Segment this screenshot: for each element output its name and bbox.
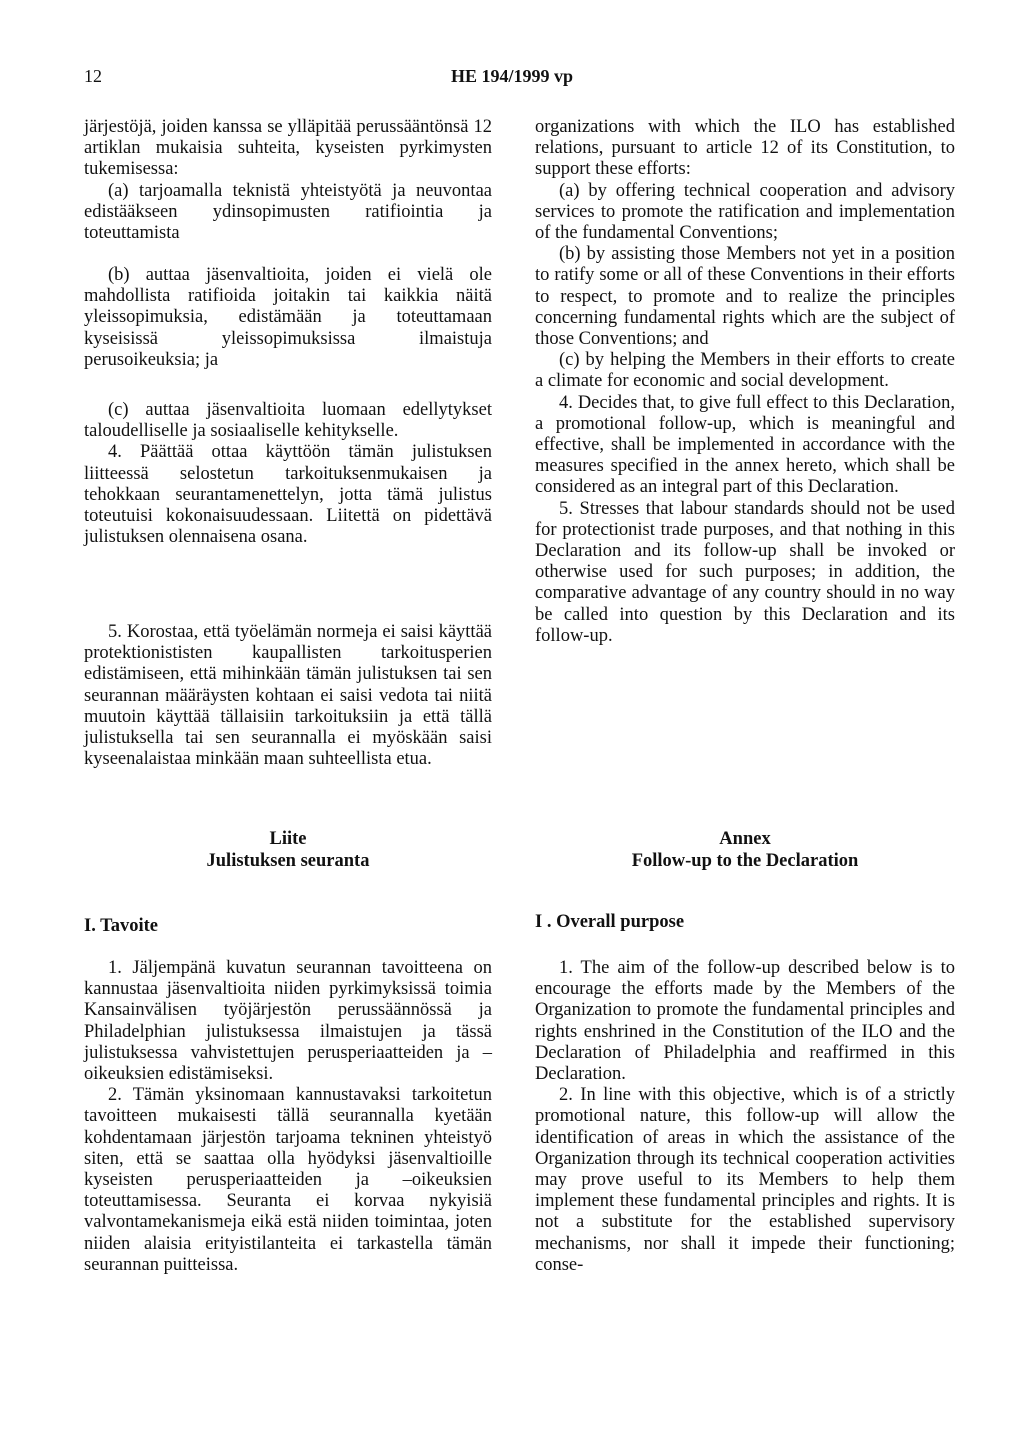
en-paragraph-8: 2. In line with this objective, which is of a strictly promotional nature, this follow-up will allow the identification of areas in which the assistance of the Organization through its technical cooperation activities may prove useful to its Members to help them implement these fundamental principles and rights. It is not a substitute for the established supervisory mechanisms, nor shall it impede their functioning; conse-: [535, 1085, 955, 1275]
fi-block-4: [84, 622, 492, 770]
en-block-2: [535, 958, 955, 1276]
fi-annex-title: Liite: [269, 829, 307, 849]
en-annex-subtitle: Follow-up to the Declaration: [631, 851, 859, 871]
en-paragraph-7: 1. The aim of the follow-up described below is to encourage the efforts made by the Members of the Organization to promote the fundamental principles and rights enshrined in the Constitution of the ILO and the Declaration of Philadelphia and reaffirmed in this Declaration.: [535, 958, 955, 1085]
fi-paragraph-1: järjestöjä, joiden kanssa se ylläpitää perussääntönsä 12 artiklan mukaisia suhteita, kyseisten pyrkimysten tukemisessa:: [84, 117, 492, 180]
en-paragraph-4: (c) by helping the Members in their efforts to create a climate for economic and social development.: [535, 350, 955, 392]
en-annex-title: Annex: [719, 829, 771, 849]
fi-block-1: [84, 117, 492, 244]
fi-block-3: [84, 400, 492, 548]
en-paragraph-1: organizations with which the ILO has established relations, pursuant to article 12 of its Constitution, to support these efforts:: [535, 117, 955, 180]
fi-paragraph-6: 5. Korostaa, että työelämän normeja ei saisi käyttää protektionististen kaupallisten tarkoitusperien edistämiseen, että mihinkään tämän julistuksen tai sen seurannan määräysten kohtaan ei saisi vedota tai niitä muutoin käyttää tällaisiin tarkoituksiin ja että tällä julistuksella tai sen seurannalla ei myöskään saisi kyseenalaistaa minkään maan suhteellista etua.: [84, 622, 492, 770]
en-paragraph-3: (b) by assisting those Members not yet in a position to ratify some or all of these Conventions in their efforts to respect, to promote and to realize the principles concerning fundamental rights which are the subject of those Conventions; and: [535, 244, 955, 350]
page-number: 12: [84, 66, 102, 86]
fi-annex-subtitle: Julistuksen seuranta: [206, 851, 370, 871]
fi-block-2: [84, 265, 492, 371]
fi-paragraph-7: 1. Jäljempänä kuvatun seurannan tavoitteena on kannustaa jäsenvaltioita niiden pyrkimyksissä toimia Kansainvälisen työjärjestön perussäännössä ja Philadelphian julistuksessa ilmaistujen ja tässä julistuksessa vahvistettujen perusperiaatteiden ja –oikeuksien edistämiseksi.: [84, 958, 492, 1085]
en-annex-heading: [535, 828, 955, 872]
fi-paragraph-2: (a) tarjoamalla teknistä yhteistyötä ja neuvontaa edistääkseen ydinsopimusten ratifiointia ja toteuttamista: [84, 180, 492, 244]
fi-paragraph-3: (b) auttaa jäsenvaltioita, joiden ei vielä ole mahdollista ratifioida joitakin tai kaikkia näitä yleissopimuksia, edistämään ja toteuttamaan kyseisissä yleissopimuksissa ilmaistuja perusoikeuksia; ja: [84, 265, 492, 370]
fi-block-5: [84, 958, 492, 1276]
fi-annex-heading: [84, 828, 492, 872]
en-paragraph-2: (a) by offering technical cooperation and advisory services to promote the ratification and implementation of the fundamental Conventions;: [535, 180, 955, 244]
fi-paragraph-5: 4. Päättää ottaa käyttöön tämän julistuksen liitteessä selostetun tarkoituksenmukaisen ja tehokkaan seurantamenettelyn, jotta tämä julistus toteutuisi kokonaisuudessaan. Liitettä on pidettävä julistuksen olennaisena osana.: [84, 442, 492, 548]
fi-paragraph-4: (c) auttaa jäsenvaltioita luomaan edellytykset taloudelliselle ja sosiaaliselle kehitykselle.: [84, 400, 492, 442]
en-paragraph-5: 4. Decides that, to give full effect to this Declaration, a promotional follow-up, which is meaningful and effective, shall be implemented in accordance with the measures specified in the annex hereto, which shall be considered as an integral part of this Declaration.: [535, 392, 955, 498]
running-header: HE 194/1999 vp: [450, 66, 574, 86]
fi-paragraph-8: 2. Tämän yksinomaan kannustavaksi tarkoitetun tavoitteen mukaisesti tällä seurannalla kyetään kohdentamaan järjestön tarjoama tekninen yhteistyö siten, että se saattaa olla hyödyksi jäsenvaltioille kyseisten perusperiaatteiden ja –oikeuksien toteuttamisessa. Seuranta ei korvaa nykyisiä valvontamekanismeja eikä estä niiden toimintaa, joten niiden alaisia erityistilanteita ei tarkastella tämän seurannan puitteissa.: [84, 1085, 492, 1275]
en-block-1: [535, 117, 955, 647]
en-section-heading: I . Overall purpose: [535, 912, 685, 932]
fi-section-heading: I. Tavoite: [84, 916, 159, 936]
en-paragraph-6: 5. Stresses that labour standards should not be used for protectionist trade purposes, and that nothing in this Declaration and its follow-up shall be invoked or otherwise used for such purposes; in addition, the comparative advantage of any country should in no way be called into question by this Declaration and its follow-up.: [535, 498, 955, 646]
